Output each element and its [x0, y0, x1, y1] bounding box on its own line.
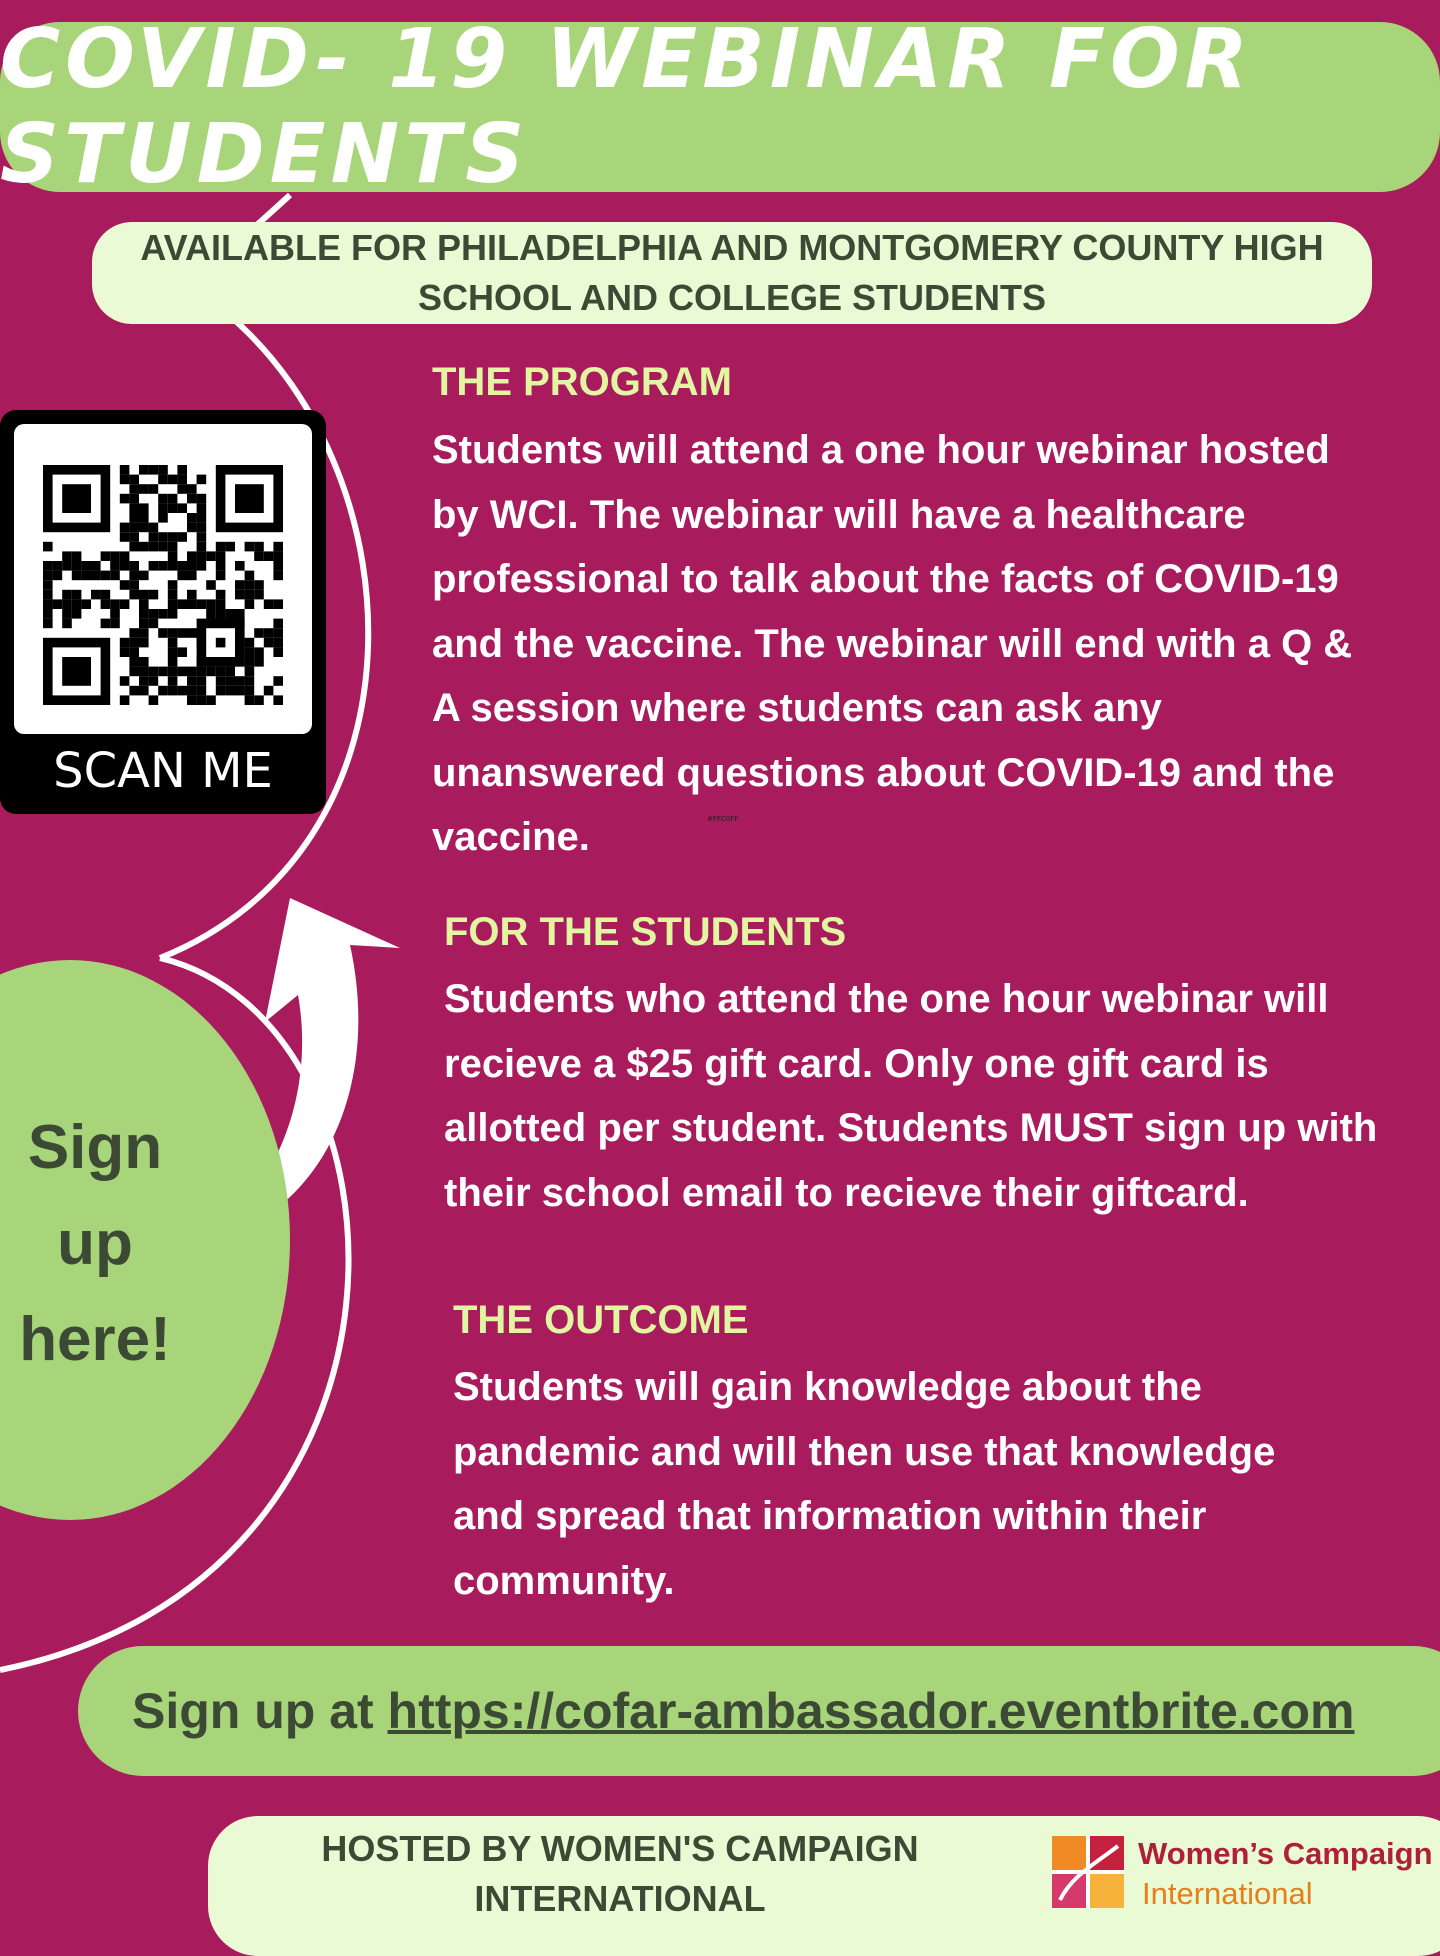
qr-code-graphic [14, 424, 312, 734]
host-line-2: INTERNATIONAL [474, 1878, 766, 1919]
signup-url-text [132, 1682, 1354, 1740]
program-line: Students will attend a one hour webinar hosted [432, 428, 1330, 472]
signup-bubble-line: here! [19, 1305, 171, 1374]
outcome-line: pandemic and will then use that knowledge [453, 1429, 1276, 1474]
qr-scan-label: SCAN ME [53, 743, 273, 799]
signup-bubble-text [0, 1100, 190, 1388]
host-line-1: HOSTED BY WOMEN'S CAMPAIGN [321, 1828, 919, 1869]
logo-text-line-2: International [1142, 1876, 1313, 1911]
students-body [444, 967, 1440, 1225]
outcome-line: and spread that information within their [453, 1494, 1207, 1538]
outcome-line: Students will gain knowledge about the [453, 1365, 1202, 1409]
outcome-body [453, 1355, 1433, 1613]
students-line: Students who attend the one hour webinar will [444, 977, 1329, 1021]
qr-code [14, 424, 312, 734]
host-text [240, 1824, 1000, 1924]
program-line: unanswered questions about COVID-19 and the [432, 750, 1335, 795]
signup-bubble-line: up [57, 1209, 133, 1278]
signup-bubble-line: Sign [27, 1113, 163, 1182]
outcome-heading: THE OUTCOME [453, 1298, 749, 1342]
signup-url-link[interactable]: https://cofar-ambassador.eventbrite.com [387, 1683, 1355, 1739]
wci-logo-icon [1052, 1836, 1124, 1908]
small-color-note: #FFC0FF [707, 815, 739, 823]
program-line: vaccine. [432, 815, 590, 859]
program-line: A session where students can ask any [432, 686, 1162, 730]
program-line: professional to talk about the facts of COVID-19 [432, 557, 1339, 601]
title-banner [0, 12, 1440, 202]
program-line: and the vaccine. The webinar will end with a Q & [432, 621, 1353, 666]
signup-url-prefix: Sign up at [132, 1683, 388, 1739]
students-line: their school email to recieve their giftcard. [444, 1170, 1249, 1215]
students-line: allotted per student. Students MUST sign up with [444, 1106, 1378, 1150]
students-line: recieve a $25 gift card. Only one gift card is [444, 1041, 1269, 1086]
students-heading: FOR THE STUDENTS [444, 910, 847, 954]
qr-code-card[interactable] [0, 410, 326, 814]
page-title: COVID- 19 WEBINAR FOR STUDENTS [0, 12, 1253, 202]
outcome-line: community. [453, 1558, 675, 1603]
availability-banner [92, 222, 1372, 324]
program-line: by WCI. The webinar will have a healthcare [432, 492, 1246, 537]
availability-line-1: AVAILABLE FOR PHILADELPHIA AND MONTGOMERY COUNTY HIGH [140, 227, 1324, 268]
program-heading: THE PROGRAM [432, 360, 732, 404]
logo-text-line-1: Women’s Campaign [1138, 1836, 1433, 1871]
program-body [432, 418, 1440, 870]
availability-line-2: SCHOOL AND COLLEGE STUDENTS [417, 277, 1047, 318]
